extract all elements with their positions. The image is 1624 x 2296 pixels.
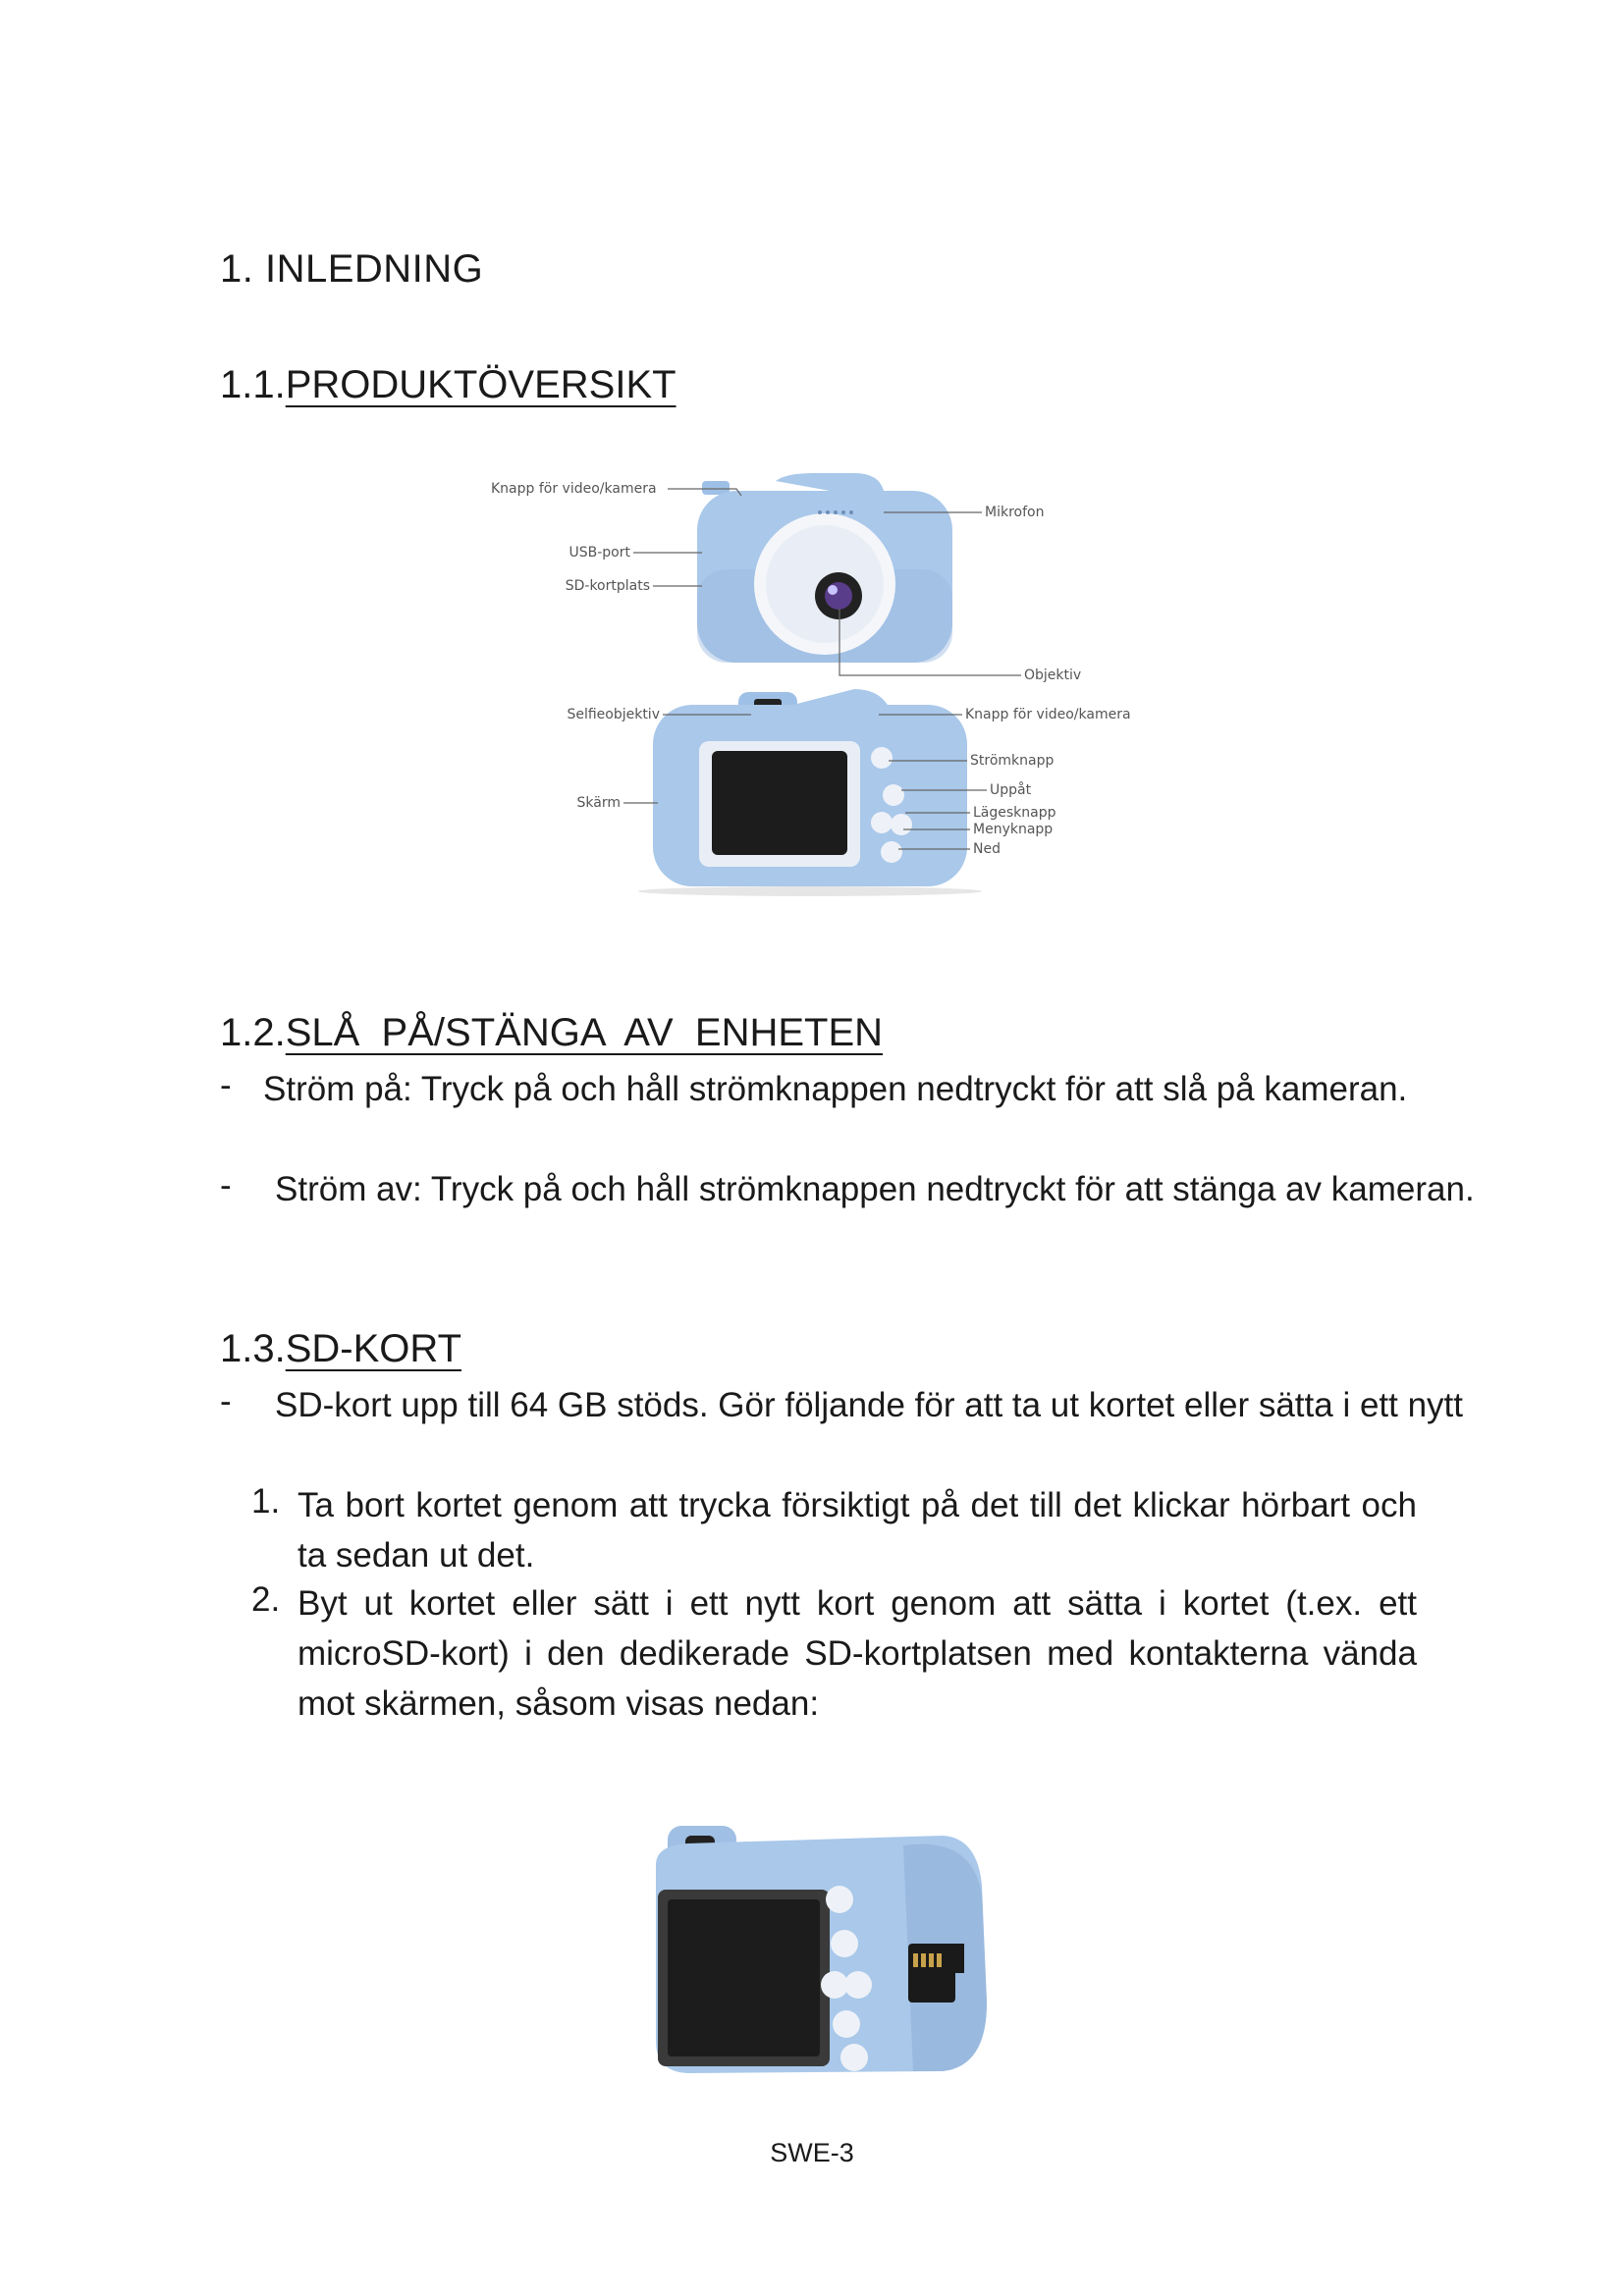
list-dash: - — [220, 1382, 232, 1420]
label-usb: USB-port — [568, 545, 630, 561]
page-number: SWE-3 — [770, 2138, 854, 2167]
section-number: 1.2. — [220, 1011, 286, 1054]
label-sd-slot: SD-kortplats — [565, 578, 650, 594]
sd-card-insertion-image — [648, 1806, 1041, 2101]
label-microphone: Mikrofon — [985, 505, 1045, 520]
heading-sd-kort — [220, 1327, 461, 1371]
label-selfie-lens: Selfieobjektiv — [567, 707, 660, 722]
step-insert-card: Byt ut kortet eller sätt i ett nytt kort genom att sätta i kortet (t.ex. ett microSD-kort) i den dedikerade SD-kortplatsen med kontakterna vända mot skärmen, såsom visas nedan: — [298, 1584, 1417, 1723]
label-up: Uppåt — [990, 782, 1032, 798]
heading-produktoversikt — [220, 363, 677, 407]
label-menu-button: Menyknapp — [973, 822, 1054, 837]
sd-card-intro: SD-kort upp till 64 GB stöds. Gör följande för att ta ut kortet eller sätta i ett nytt — [275, 1386, 1463, 1424]
heading-sla-pa-stanga-av — [220, 1011, 883, 1055]
label-video-button-back: Knapp för video/kamera — [965, 707, 1131, 722]
heading-inledning: 1. INLEDNING — [220, 247, 484, 291]
section-title: PRODUKTÖVERSIKT — [285, 363, 677, 406]
section-title: SLÅ PÅ/STÄNGA AV ENHETEN — [285, 1011, 884, 1054]
step-number: 2. — [251, 1580, 281, 1619]
step-number: 1. — [251, 1482, 281, 1521]
label-mode-button: Lägesknapp — [973, 805, 1056, 821]
list-item-power-on: Ström på: Tryck på och håll strömknappen nedtryckt för att slå på kameran. — [263, 1070, 1408, 1108]
camera-back-image — [638, 689, 982, 896]
step-remove-card: Ta bort kortet genom att trycka försiktigt på det till det klickar hörbart och ta sedan ut det. — [298, 1486, 1417, 1575]
list-dash: - — [220, 1066, 232, 1104]
section-number: 1.1. — [220, 363, 286, 406]
label-video-button-top: Knapp för video/kamera — [491, 481, 657, 497]
label-screen: Skärm — [576, 795, 621, 811]
section-number: 1.3. — [220, 1327, 286, 1370]
label-power-button: Strömknapp — [970, 753, 1055, 769]
label-lens: Objektiv — [1024, 667, 1082, 683]
camera-front-image — [697, 473, 952, 663]
label-down: Ned — [973, 841, 1001, 857]
camera-diagram — [491, 461, 1159, 903]
section-title: SD-KORT — [285, 1327, 461, 1370]
list-dash: - — [220, 1166, 232, 1204]
list-item-power-off: Ström av: Tryck på och håll strömknappen nedtryckt för att stänga av kameran. — [275, 1170, 1475, 1208]
